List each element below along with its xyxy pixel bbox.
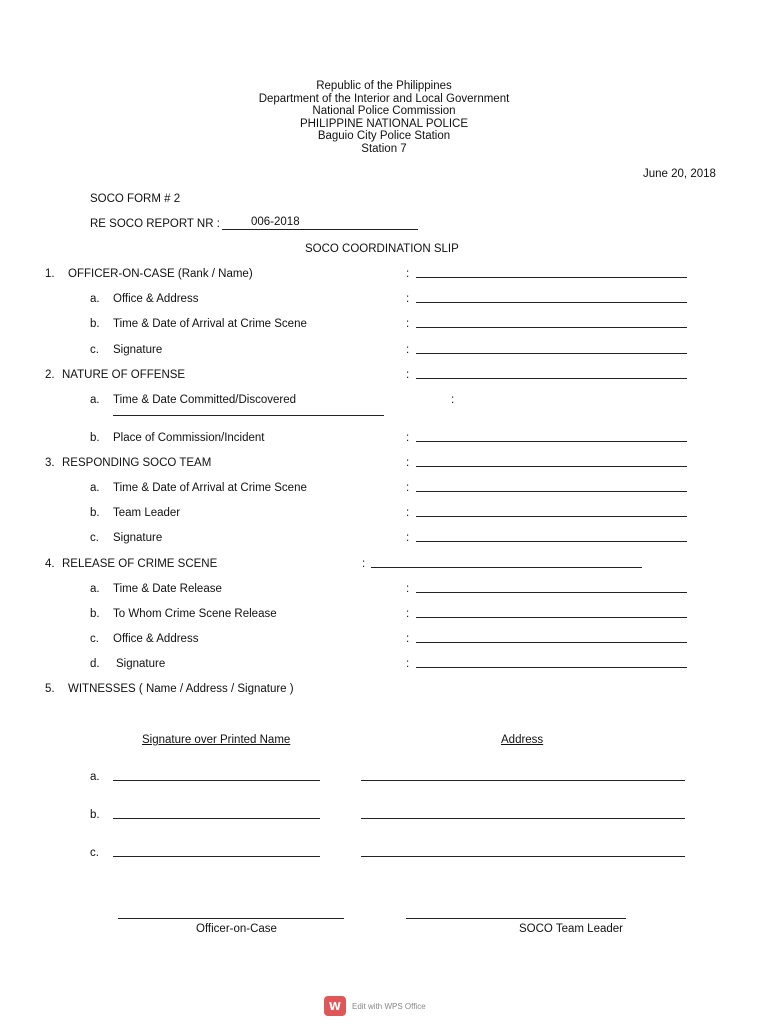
field-colon: : xyxy=(406,658,410,670)
place-of-commission-field[interactable] xyxy=(416,441,687,442)
section-number: 5. xyxy=(45,683,55,695)
form-title: SOCO COORDINATION SLIP xyxy=(305,243,459,255)
release-of-crime-scene-field[interactable] xyxy=(371,567,642,568)
field-colon: : xyxy=(406,633,410,645)
item-label: Signature xyxy=(113,344,163,356)
form-number: SOCO FORM # 2 xyxy=(90,193,181,205)
item-mark: b. xyxy=(90,318,100,330)
item-label: Time & Date of Arrival at Crime Scene xyxy=(113,318,307,330)
witness-a-address-field[interactable] xyxy=(361,780,685,781)
section-label: RESPONDING SOCO TEAM xyxy=(62,457,212,469)
nature-of-offense-field[interactable] xyxy=(416,378,687,379)
officer-on-case-signature-line[interactable] xyxy=(118,918,344,919)
team-leader-field[interactable] xyxy=(416,516,687,517)
document-date: June 20, 2018 xyxy=(643,168,716,180)
field-colon: : xyxy=(406,344,410,356)
section-number: 1. xyxy=(45,268,55,280)
field-colon: : xyxy=(406,293,410,305)
item-label: Time & Date Committed/Discovered xyxy=(113,394,296,406)
item-mark: a. xyxy=(90,583,100,595)
report-number-label: RE SOCO REPORT NR : xyxy=(90,218,220,230)
field-colon: : xyxy=(406,318,410,330)
officer-arrival-field[interactable] xyxy=(416,327,687,328)
header-line: National Police Commission xyxy=(312,105,456,118)
release-office-address-field[interactable] xyxy=(416,642,687,643)
item-label: To Whom Crime Scene Release xyxy=(113,608,277,620)
item-mark: c. xyxy=(90,344,99,356)
wps-logo-icon: W xyxy=(324,996,346,1016)
field-colon: : xyxy=(406,268,410,280)
item-label: Team Leader xyxy=(113,507,181,519)
section-label: RELEASE OF CRIME SCENE xyxy=(62,558,218,570)
team-arrival-field[interactable] xyxy=(416,491,687,492)
field-colon: : xyxy=(406,608,410,620)
header-line: Station 7 xyxy=(361,142,407,155)
soco-team-leader-caption: SOCO Team Leader xyxy=(519,923,623,935)
witness-row-mark: a. xyxy=(90,771,100,783)
field-colon: : xyxy=(406,482,410,494)
witness-b-signature-field[interactable] xyxy=(113,818,320,819)
witness-row-mark: b. xyxy=(90,809,100,821)
item-label: Place of Commission/Incident xyxy=(113,432,265,444)
released-to-field[interactable] xyxy=(416,617,687,618)
section-number: 2. xyxy=(45,369,55,381)
section-label: NATURE OF OFFENSE xyxy=(62,369,186,381)
report-number-line[interactable] xyxy=(222,229,418,230)
item-mark: b. xyxy=(90,608,100,620)
officer-signature-field[interactable] xyxy=(416,353,687,354)
section-number: 4. xyxy=(45,558,55,570)
section-number: 3. xyxy=(45,457,55,469)
field-colon: : xyxy=(406,457,410,469)
header-line: Republic of the Philippines xyxy=(316,80,452,92)
item-mark: c. xyxy=(90,633,99,645)
item-mark: d. xyxy=(90,658,100,670)
field-colon: : xyxy=(406,532,410,544)
header-line: Baguio City Police Station xyxy=(317,130,451,143)
release-signature-field[interactable] xyxy=(416,667,687,668)
witness-row-mark: c. xyxy=(90,847,99,859)
soco-team-leader-signature-line[interactable] xyxy=(406,918,626,919)
witness-address-header: Address xyxy=(501,734,544,746)
item-mark: c. xyxy=(90,532,99,544)
item-label: Office & Address xyxy=(113,293,199,305)
item-label: Time & Date Release xyxy=(113,583,222,595)
witness-c-address-field[interactable] xyxy=(361,856,685,857)
field-colon: : xyxy=(451,394,455,406)
witness-b-address-field[interactable] xyxy=(361,818,685,819)
field-colon: : xyxy=(406,369,410,381)
item-label: Signature xyxy=(113,532,163,544)
wps-edit-text: Edit with WPS Office xyxy=(352,1001,426,1011)
section-label: OFFICER-ON-CASE (Rank / Name) xyxy=(68,268,253,280)
field-colon: : xyxy=(406,583,410,595)
field-colon: : xyxy=(406,432,410,444)
item-label: Time & Date of Arrival at Crime Scene xyxy=(113,482,307,494)
officer-on-case-field[interactable] xyxy=(416,277,687,278)
report-number-value: 006-2018 xyxy=(251,216,300,228)
officer-office-address-field[interactable] xyxy=(416,302,687,303)
item-label: Signature xyxy=(116,658,166,670)
item-mark: a. xyxy=(90,482,100,494)
officer-on-case-caption: Officer-on-Case xyxy=(196,923,277,935)
witness-a-signature-field[interactable] xyxy=(113,780,320,781)
item-mark: a. xyxy=(90,394,100,406)
witness-c-signature-field[interactable] xyxy=(113,856,320,857)
field-colon: : xyxy=(362,558,366,570)
wps-edit-badge[interactable] xyxy=(324,996,426,1016)
header-line: PHILIPPINE NATIONAL POLICE xyxy=(299,117,469,130)
witness-signature-header: Signature over Printed Name xyxy=(142,734,291,746)
team-signature-field[interactable] xyxy=(416,541,687,542)
time-date-committed-field[interactable] xyxy=(113,415,384,416)
item-mark: a. xyxy=(90,293,100,305)
item-mark: b. xyxy=(90,432,100,444)
responding-team-field[interactable] xyxy=(416,466,687,467)
item-mark: b. xyxy=(90,507,100,519)
section-label: WITNESSES ( Name / Address / Signature ) xyxy=(68,683,294,695)
document-header xyxy=(0,80,768,156)
header-line: Department of the Interior and Local Government xyxy=(258,92,510,105)
time-date-release-field[interactable] xyxy=(416,592,687,593)
item-label: Office & Address xyxy=(113,633,199,645)
field-colon: : xyxy=(406,507,410,519)
